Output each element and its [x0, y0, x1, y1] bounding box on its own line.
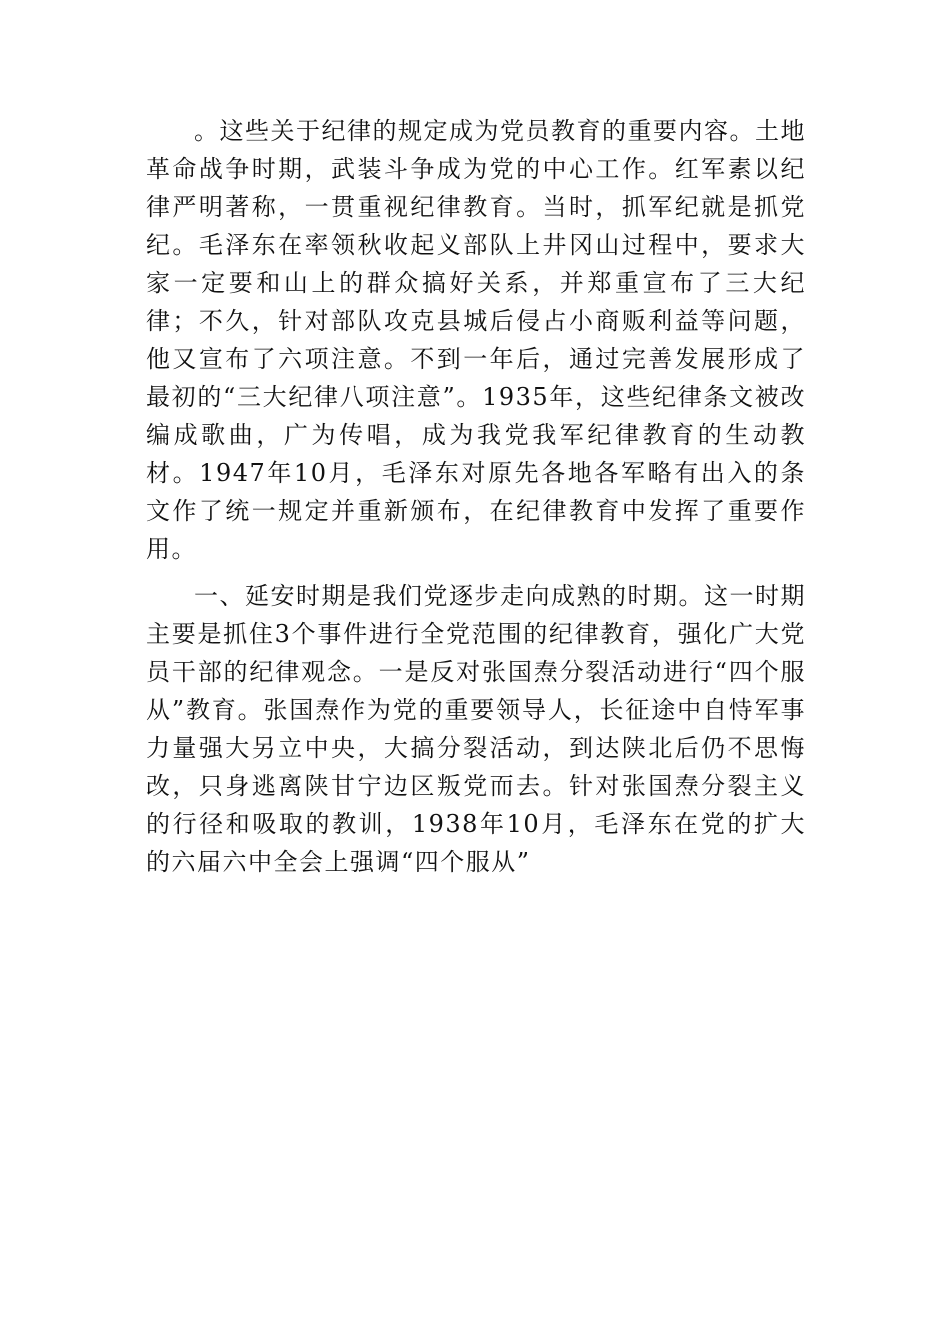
document-body [146, 112, 806, 881]
paragraph-discipline-history: 。这些关于纪律的规定成为党员教育的重要内容。土地革命战争时期，武装斗争成为党的中心工作。红军素以纪律严明著称，一贯重视纪律教育。当时，抓军纪就是抓党纪。毛泽东在率领秋收起义部队上井冈山过程中，要求大家一定要和山上的群众搞好关系，并郑重宣布了三大纪律；不久，针对部队攻克县城后侵占小商贩利益等问题，他又宣布了六项注意。不到一年后，通过完善发展形成了最初的“三大纪律八项注意”。1935年，这些纪律条文被改编成歌曲，广为传唱，成为我党我军纪律教育的生动教材。1947年10月，毛泽东对原先各地各军略有出入的条文作了统一规定并重新颁布，在纪律教育中发挥了重要作用。 [146, 117, 806, 563]
paragraph-yanan-period: 一、延安时期是我们党逐步走向成熟的时期。这一时期主要是抓住3个事件进行全党范围的纪律教育，强化广大党员干部的纪律观念。一是反对张国焘分裂活动进行“四个服从”教育。张国焘作为党的重要领导人，长征途中自恃军事力量强大另立中央，大搞分裂活动，到达陕北后仍不思悔改，只身逃离陕甘宁边区叛党而去。针对张国焘分裂主义的行径和吸取的教训，1938年10月，毛泽东在党的扩大的六届六中全会上强调“四个服从” [146, 582, 806, 876]
